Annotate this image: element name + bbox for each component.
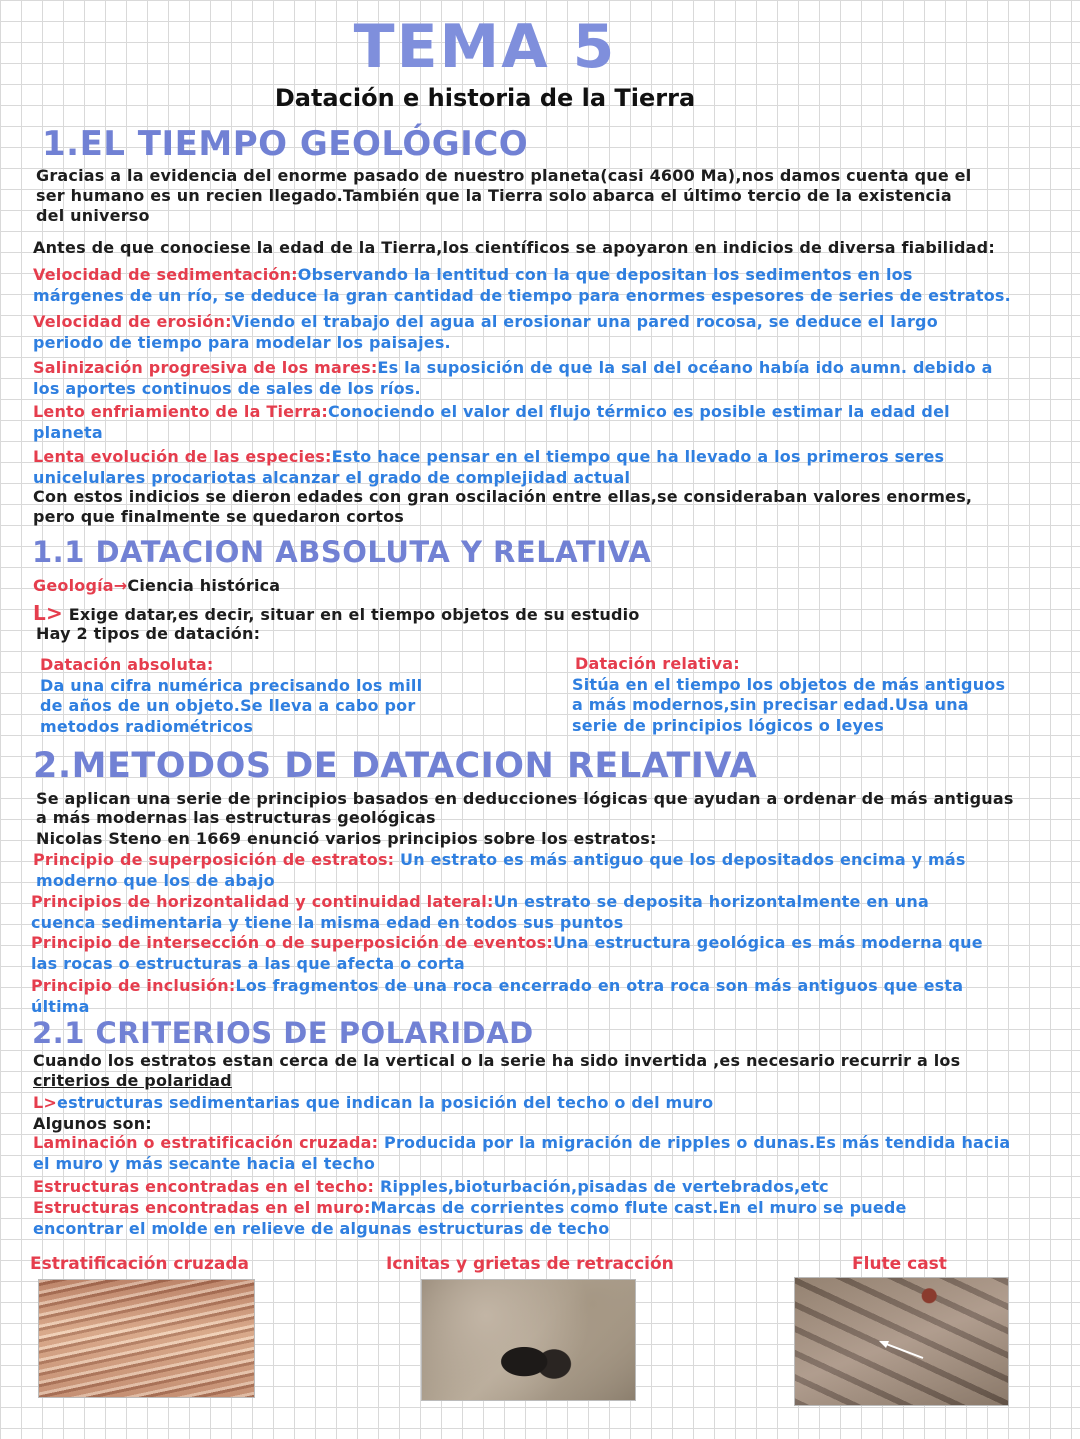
indicio-term: Salinización progresiva de los mares:	[33, 358, 378, 377]
datacion-relativa-line: serie de principios lógicos o leyes	[572, 715, 884, 735]
arrow-annotation-icon	[795, 1278, 1008, 1405]
principio-text: cuenca sedimentaria y tiene la misma edad en todos sus puntos	[31, 912, 624, 932]
principio-text: las rocas o estructuras a las que afecta o corta	[31, 953, 465, 973]
polaridad-term: criterios de polaridad	[33, 1071, 232, 1090]
geologia-text: Ciencia histórica	[127, 576, 281, 595]
metodos-intro-line: Nicolas Steno en 1669 enunció varios principios sobre los estratos:	[36, 829, 657, 848]
metodos-intro-line: Se aplican una serie de principios basados en deducciones lógicas que ayudan a ordenar de más antiguas	[36, 789, 1014, 808]
datacion-relativa-block	[572, 654, 1005, 736]
intro-line: ser humano es un recien llegado.También que la Tierra solo abarca el último tercio de la existencia	[36, 186, 952, 205]
principio-item	[31, 892, 929, 933]
section-heading-tiempo-geologico: 1.EL TIEMPO GEOLÓGICO	[42, 124, 529, 164]
criterio-item	[33, 1198, 907, 1239]
principio-text: Una estructura geológica es más moderna que	[552, 933, 983, 952]
indicio-text: unicelulares procariotas alcanzar el grado de complejidad actual	[33, 467, 631, 487]
intro-line: Gracias a la evidencia del enorme pasado de nuestro planeta(casi 4600 Ma),nos damos cuenta que el	[36, 166, 972, 185]
indicio-item	[33, 402, 950, 443]
indicios-lead: Antes de que conociese la edad de la Tierra,los científicos se apoyaron en indicios de diversa fiabilidad:	[33, 238, 995, 257]
criterio-item	[33, 1177, 829, 1198]
indicio-term: Velocidad de sedimentación:	[33, 265, 298, 284]
indicio-term: Lenta evolución de las especies:	[33, 447, 332, 466]
indicio-text: Es la suposición de que la sal del océano había ido aumn. debido a	[377, 358, 993, 377]
cross-bedding-photo	[38, 1279, 255, 1398]
principio-term: Principios de horizontalidad y continuidad lateral:	[31, 892, 494, 911]
criterio-term: Laminación o estratificación cruzada:	[33, 1133, 379, 1152]
principio-term: Principio de inclusión:	[31, 976, 236, 995]
criterio-term: Estructuras encontradas en el techo:	[33, 1177, 375, 1196]
principio-text: Un estrato se deposita horizontalmente en una	[493, 892, 929, 911]
principio-term: Principio de superposición de estratos:	[33, 850, 395, 869]
corner-arrow-icon: L>	[33, 1093, 58, 1112]
datacion-absoluta-block	[40, 655, 422, 737]
closing-line: pero que finalmente se quedaron cortos	[33, 507, 404, 526]
geologia-term: Geología	[33, 576, 114, 595]
indicio-text: periodo de tiempo para modelar los paisajes.	[33, 332, 451, 352]
arrow-right-icon: →	[113, 576, 128, 595]
closing-line: Con estos indicios se dieron edades con gran oscilación entre ellas,se consideraban valores enormes,	[33, 487, 973, 506]
indicio-item	[33, 447, 944, 488]
principio-item	[31, 933, 983, 974]
datacion-relativa-term: Datación relativa:	[575, 654, 740, 673]
polaridad-definition-text: estructuras sedimentarias que indican la posición del techo o del muro	[57, 1093, 714, 1112]
datacion-absoluta-line: de años de un objeto.Se lleva a cabo por	[40, 696, 416, 715]
principio-text: Un estrato es más antiguo que los depositados encima y más	[394, 850, 966, 869]
exige-text: Exige datar,es decir, situar en el tiempo objetos de su estudio	[68, 605, 640, 624]
flute-cast-photo	[794, 1277, 1009, 1406]
principio-text: última	[31, 996, 90, 1016]
indicio-text: Conociendo el valor del flujo térmico es posible estimar la edad del	[328, 402, 950, 421]
indicio-text: Esto hace pensar en el tiempo que ha llevado a los primeros seres	[331, 447, 945, 466]
indicio-text: Observando la lentitud con la que depositan los sedimentos en los	[297, 265, 913, 284]
indicio-item	[33, 265, 1073, 306]
datacion-relativa-line: Sitúa en el tiempo los objetos de más antiguos	[572, 674, 1006, 694]
principio-text: moderno que los de abajo	[36, 870, 275, 890]
page-subtitle: Datación e historia de la Tierra	[274, 84, 696, 112]
indicio-item	[33, 358, 993, 399]
metodos-intro-line: a más modernas las estructuras geológicas	[36, 808, 436, 827]
datacion-relativa-line: a más modernos,sin precisar edad.Usa una	[572, 695, 969, 714]
indicio-term: Velocidad de erosión:	[33, 312, 232, 331]
corner-arrow-icon: L>	[33, 601, 63, 625]
principio-text: Los fragmentos de una roca encerrado en otra roca son más antiguos que esta	[235, 976, 964, 995]
footprints-photo	[421, 1279, 636, 1401]
page-title: TEMA 5	[353, 12, 617, 82]
photo-caption: Icnitas y grietas de retracción	[386, 1254, 674, 1274]
algunos-label: Algunos son:	[33, 1114, 152, 1133]
intro-line: del universo	[36, 206, 150, 225]
datacion-absoluta-line: Da una cifra numérica precisando los mill	[40, 675, 423, 695]
datacion-absoluta-term: Datación absoluta:	[40, 655, 214, 674]
indicio-text: Viendo el trabajo del agua al erosionar una pared rocosa, se deduce el largo	[231, 312, 938, 331]
datacion-absoluta-line: metodos radiométricos	[40, 716, 254, 736]
criterio-text: Producida por la migración de ripples o dunas.Es más tendida hacia	[378, 1133, 1011, 1152]
criterio-term: Estructuras encontradas en el muro:	[33, 1198, 371, 1217]
criterio-text: Marcas de corrientes como flute cast.En el muro se puede	[370, 1198, 907, 1217]
geologia-line	[33, 576, 280, 597]
exige-line	[33, 603, 640, 626]
principio-item	[31, 976, 963, 1017]
indicio-text: márgenes de un río, se deduce la gran cantidad de tiempo para enormes espesores de series de estratos.	[33, 285, 1011, 305]
principio-item	[33, 850, 966, 891]
photo-caption: Flute cast	[852, 1254, 947, 1274]
indicio-text: los aportes continuos de sales de los ríos.	[33, 378, 421, 398]
section-heading-metodos: 2.METODOS DE DATACION RELATIVA	[33, 746, 758, 786]
polaridad-line: Cuando los estratos estan cerca de la vertical o la serie ha sido invertida ,es necesario recurrir a los	[33, 1051, 961, 1070]
criterio-item	[33, 1133, 1010, 1174]
criterio-text: encontrar el molde en relieve de algunas estructuras de techo	[33, 1218, 610, 1238]
indicio-term: Lento enfriamiento de la Tierra:	[33, 402, 328, 421]
polaridad-definition	[33, 1093, 713, 1114]
section-heading-polaridad: 2.1 CRITERIOS DE POLARIDAD	[32, 1016, 534, 1050]
criterio-text: Ripples,bioturbación,pisadas de vertebrados,etc	[374, 1177, 829, 1196]
indicio-item	[33, 312, 938, 353]
photo-caption: Estratificación cruzada	[30, 1254, 249, 1274]
criterio-text: el muro y más secante hacia el techo	[33, 1153, 376, 1173]
section-heading-datacion: 1.1 DATACION ABSOLUTA Y RELATIVA	[32, 535, 652, 569]
indicio-text: planeta	[33, 422, 103, 442]
principio-term: Principio de intersección o de superposición de eventos:	[31, 933, 553, 952]
tipos-line: Hay 2 tipos de datación:	[36, 624, 261, 643]
